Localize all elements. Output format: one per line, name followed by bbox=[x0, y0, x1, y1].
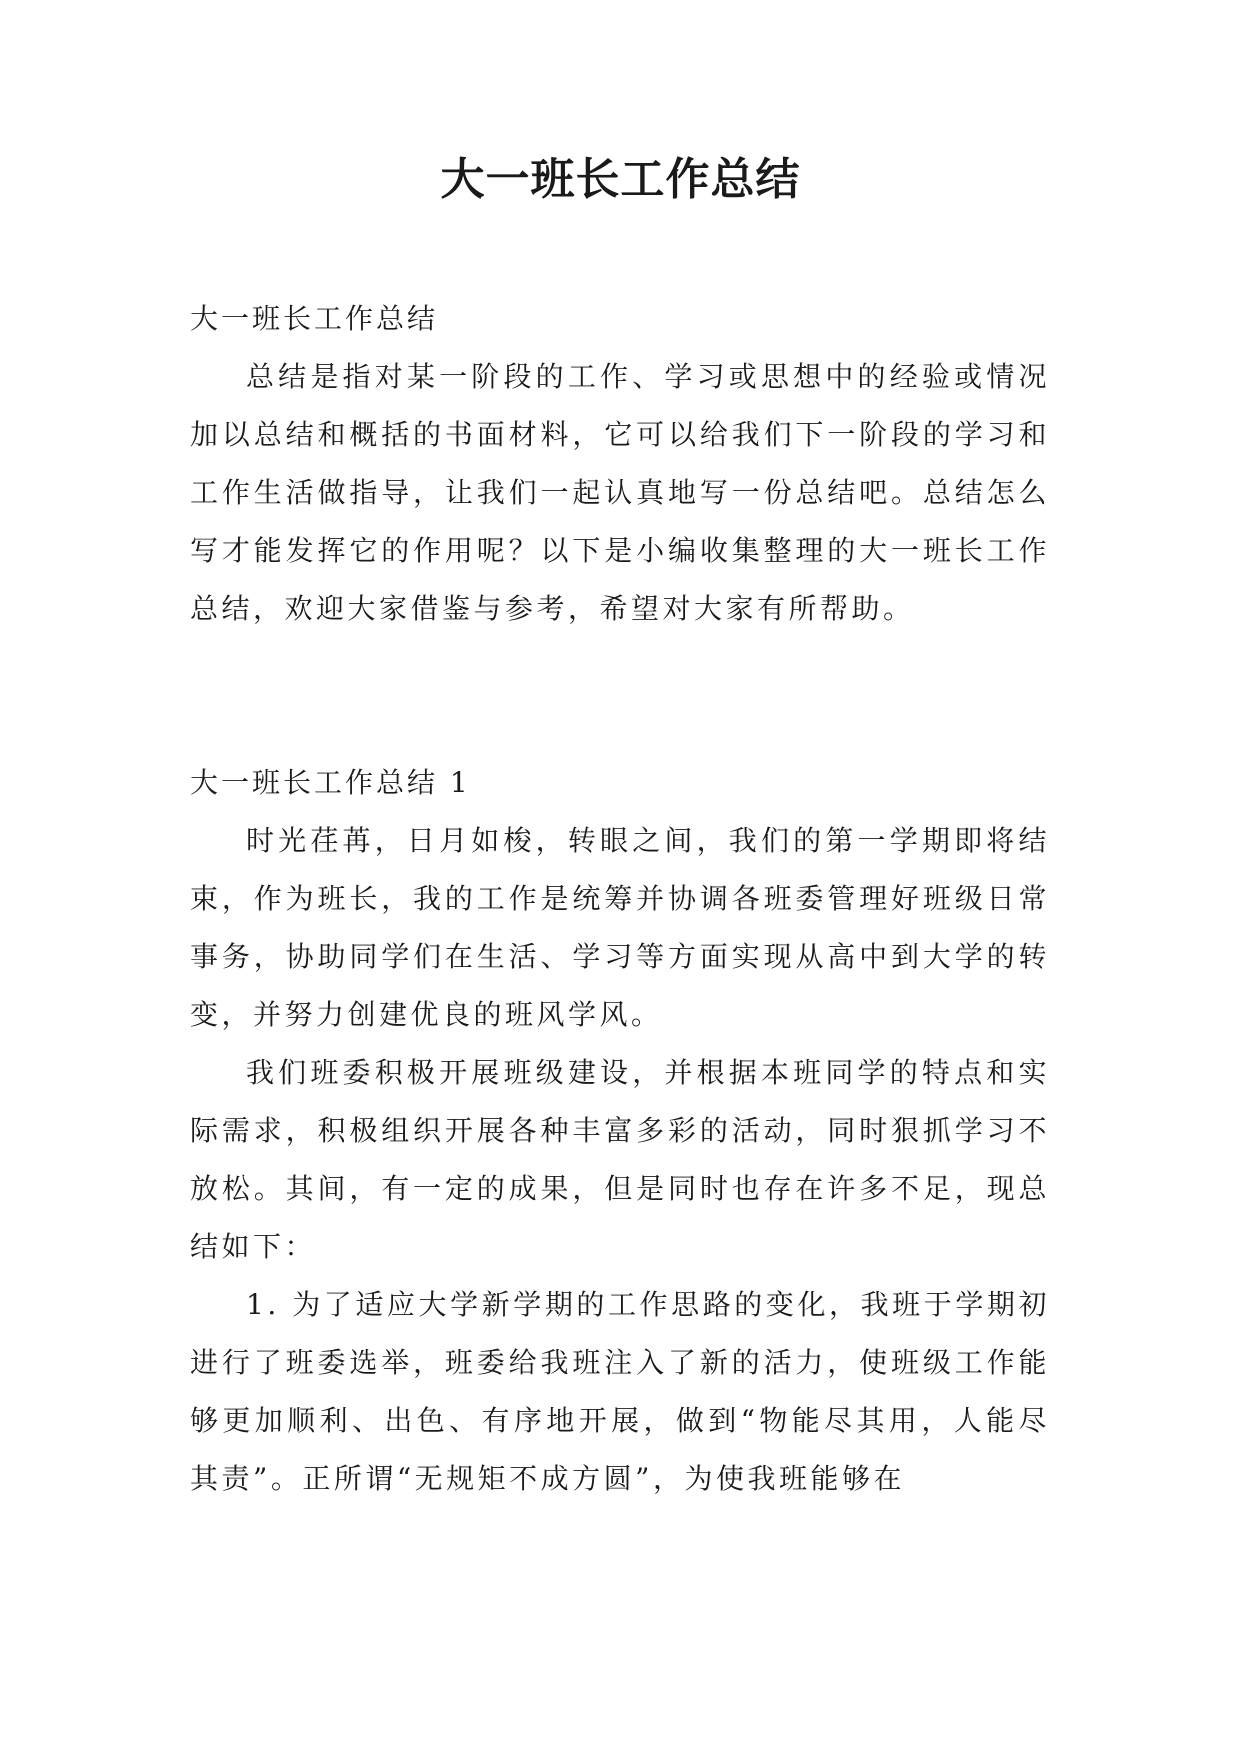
section1-paragraph: 我们班委积极开展班级建设，并根据本班同学的特点和实际需求，积极组织开展各种丰富多彩的活动，同时狠抓学习不放松。其间，有一定的成果，但是同时也存在许多不足，现总结如下： bbox=[190, 1056, 1050, 1263]
intro-heading: 大一班长工作总结 bbox=[190, 302, 439, 335]
section1-paragraph: 时光荏苒，日月如梭，转眼之间，我们的第一学期即将结束，作为班长，我的工作是统筹并协调各班委管理好班级日常事务，协助同学们在生活、学习等方面实现从高中到大学的转变，并努力创建优良的班风学风。 bbox=[190, 824, 1050, 1031]
document-body bbox=[190, 290, 1050, 1508]
section-spacer bbox=[190, 638, 1050, 754]
section1-heading: 大一班长工作总结 1 bbox=[190, 766, 471, 799]
document-title: 大一班长工作总结 bbox=[440, 154, 801, 205]
intro-paragraph: 总结是指对某一阶段的工作、学习或思想中的经验或情况加以总结和概括的书面材料，它可以给我们下一阶段的学习和工作生活做指导，让我们一起认真地写一份总结吧。总结怎么写才能发挥它的作用呢？以下是小编收集整理的大一班长工作总结，欢迎大家借鉴与参考，希望对大家有所帮助。 bbox=[190, 360, 1050, 625]
section1-paragraph: 1. 为了适应大学新学期的工作思路的变化，我班于学期初进行了班委选举，班委给我班注入了新的活力，使班级工作能够更加顺利、出色、有序地开展，做到“物能尽其用，人能尽其责”。正所谓“无规矩不成方圆”，为使我班能够在 bbox=[190, 1288, 1050, 1495]
